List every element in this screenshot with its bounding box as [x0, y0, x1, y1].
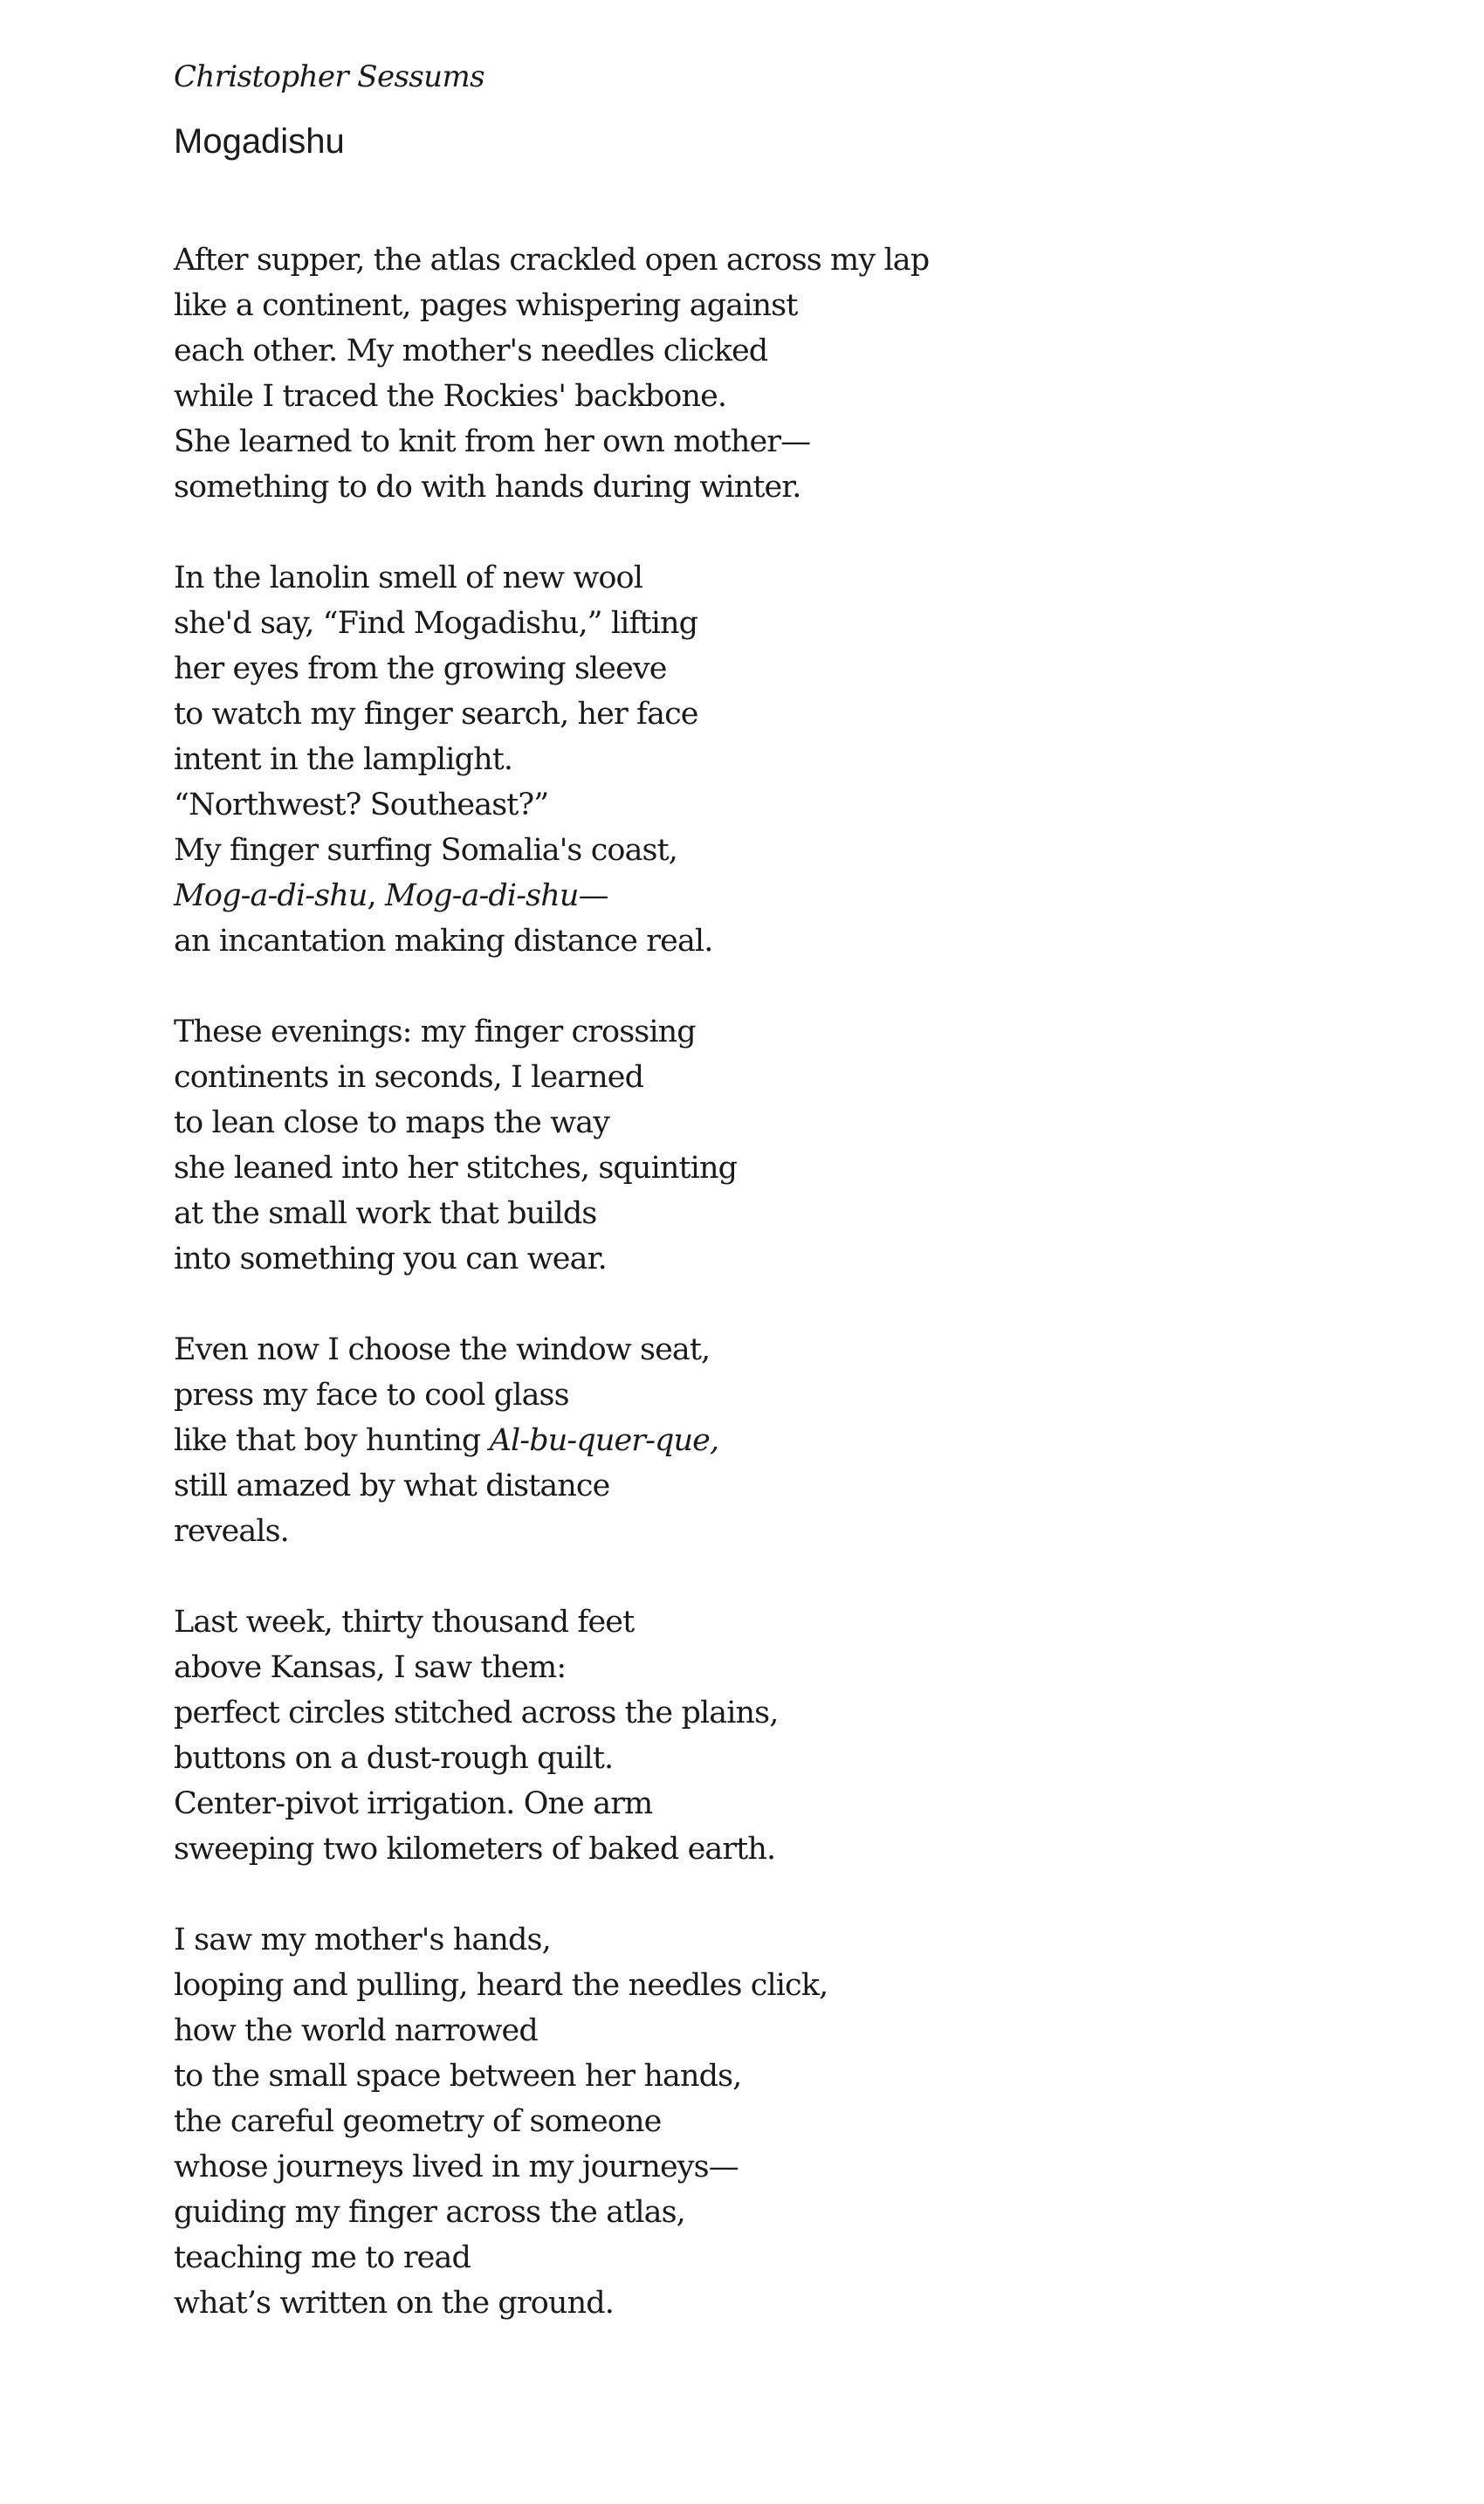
poem-line [174, 1418, 1309, 1463]
poem-line: while I traced the Rockies' backbone. [174, 379, 727, 414]
poem-line: guiding my finger across the atlas, [174, 2195, 685, 2230]
poem-line: Center-pivot irrigation. One arm [174, 1786, 653, 1821]
poem-line: each other. My mother's needles clicked [174, 334, 768, 368]
poem-line: an incantation making distance real. [174, 924, 713, 959]
poem-line: continents in seconds, I learned [174, 1060, 644, 1095]
poem-line: intent in the lamplight. [174, 742, 513, 777]
poem-line: she leaned into her stitches, squinting [174, 1151, 738, 1186]
stanza [174, 1327, 1309, 1554]
stanza [174, 1599, 1309, 1872]
author-name: Christopher Sessums [174, 59, 484, 94]
poem-line [174, 873, 1309, 918]
poem-line: Even now I choose the window seat, [174, 1332, 711, 1367]
poem-line: to the small space between her hands, [174, 2059, 742, 2094]
poem-line: My finger surfing Somalia's coast, [174, 833, 678, 868]
stanza [174, 1917, 1309, 2326]
italic-phrase: Al-bu-quer-que, [489, 1423, 719, 1458]
poem-line: the careful geometry of someone [174, 2104, 662, 2139]
stanza [174, 1009, 1309, 1282]
line-text: — [578, 878, 608, 913]
line-text: , [367, 878, 385, 913]
poem-line: looping and pulling, heard the needles click, [174, 1968, 828, 2003]
poem-line: something to do with hands during winter. [174, 470, 801, 505]
poem-line: I saw my mother's hands, [174, 1923, 551, 1957]
poem-line: how the world narrowed [174, 2013, 538, 2048]
poem-line: whose journeys lived in my journeys— [174, 2150, 739, 2184]
poem-line: buttons on a dust-rough quilt. [174, 1741, 614, 1776]
line-text: like that boy hunting [174, 1423, 490, 1458]
poem-line: she'd say, “Find Mogadishu,” lifting [174, 606, 698, 641]
poem-line: perfect circles stitched across the plains, [174, 1696, 779, 1730]
poem-line: what’s written on the ground. [174, 2286, 614, 2321]
poem-line: She learned to knit from her own mother— [174, 424, 811, 459]
poem-line: press my face to cool glass [174, 1378, 569, 1413]
poem-line: like a continent, pages whispering against [174, 288, 798, 323]
poem-line: above Kansas, I saw them: [174, 1650, 567, 1685]
poem-line: reveals. [174, 1514, 289, 1549]
stanza [174, 555, 1309, 964]
poem-line: to lean close to maps the way [174, 1105, 610, 1140]
italic-phrase: Mog-a-di-shu [384, 878, 579, 913]
poem-line: teaching me to read [174, 2240, 471, 2275]
poem-line: to watch my finger search, her face [174, 697, 698, 732]
poem-line: These evenings: my finger crossing [174, 1015, 696, 1049]
poem-line: into something you can wear. [174, 1242, 607, 1276]
poem-line: still amazed by what distance [174, 1469, 610, 1503]
poem-line: After supper, the atlas crackled open across my lap [174, 243, 930, 278]
poem-line: “Northwest? Southeast?” [174, 788, 549, 822]
poem-line: her eyes from the growing sleeve [174, 651, 667, 686]
italic-phrase: Mog-a-di-shu [174, 878, 368, 913]
poem-title: Mogadishu [174, 122, 345, 161]
poem-line: sweeping two kilometers of baked earth. [174, 1832, 776, 1867]
poem-line: In the lanolin smell of new wool [174, 561, 643, 595]
poem-body [174, 237, 1309, 2326]
poem-page [174, 54, 1309, 2371]
poem-line: at the small work that builds [174, 1196, 597, 1231]
stanza [174, 237, 1309, 510]
poem-line: Last week, thirty thousand feet [174, 1605, 635, 1640]
